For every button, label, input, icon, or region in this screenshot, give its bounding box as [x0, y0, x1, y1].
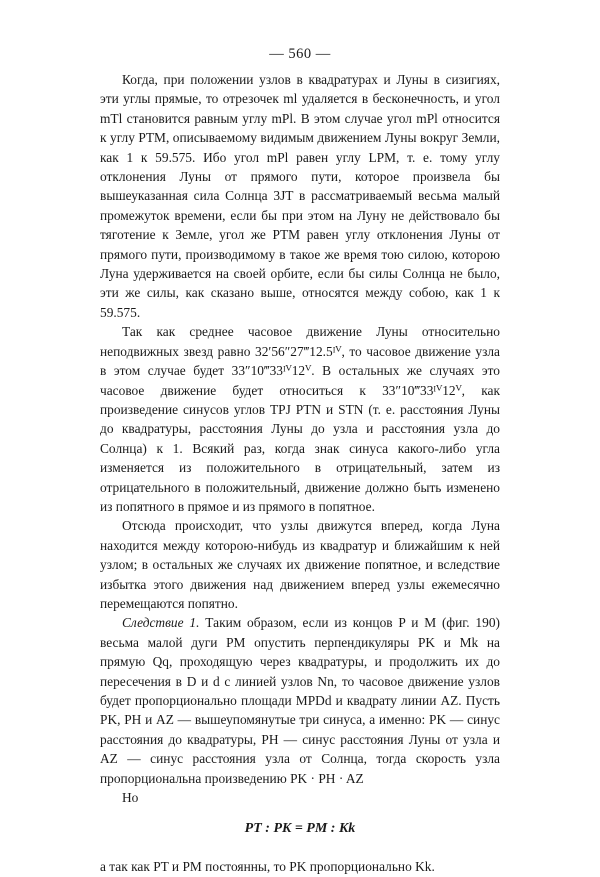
page-number: — 560 — — [269, 46, 331, 62]
paragraph-1: Когда, при положении узлов в квадратурах и Луны в сизигиях, эти углы прямые, то отрезочек ml удаляется в бесконечность, и угол mTl становится равным углу mPl. В этом случае угол mPl относится к углу PTM, описываемому видимым движением Луны вокруг Земли, как 1 к 59.575. Ибо угол mPl равен углу LPM, т. е. тому углу отклонения Луны от прямого пути, которое произвела бы вышеуказанная сила Солнца 3JT в рассматриваемый весьма малый промежуток времени, если бы при этом на Луну не действовало бы тяготение к Земле, угол же PTM равен углу отклонения Луны от прямого пути, производимому в такое же время тою силою, которою Луна удерживается на своей орбите, если бы силы Солнца не было, эти же силы, как сказано выше, относятся между собою, как 1 к 59.575. — [100, 72, 500, 320]
paragraph-corollary-1 — [100, 613, 500, 788]
page-body — [100, 70, 500, 877]
corollary-label: Следствие 1. — [122, 615, 200, 631]
paragraph-3: Отсюда происходит, что узлы движутся вперед, когда Луна находится между которою-нибудь из квадратур и ближайшим к ней узлом; в остальных же случаях их движение попятное, и вследствие избытка этого движения над движением вперед узлы ежемесячно перемещаются попятно. — [100, 518, 500, 611]
proportion-formula: PT : PK = PM : Kk — [244, 821, 356, 837]
paragraph-no: Но — [122, 790, 139, 806]
paragraph-last: а так как PT и PM постоянны, то PK пропорционально Kk. — [100, 859, 435, 875]
paragraph-2: Так как среднее часовое движение Луны относительно неподвижных звезд равно 32′56″27‴12.5ᴵⱽ, то часовое движение узла в этом случае будет 33″10‴33ᴵⱽ12ⱽ. В остальных же случаях это часовое движение будет относиться к 33″10‴33ᴵⱽ12ⱽ, как произведение синусов углов TPJ PTN и STN (т. е. расстояния Луны до квадратуры, расстояния Луны до узла и расстояния узла до Солнца) к 1. Всякий раз, когда знак синуса какого-либо угла изменяется из положительного в отрицательный, затем из отрицательного в положительный, движение должно быть изменено из попятного в прямое и из прямого в попятное. — [100, 324, 500, 514]
corollary-text: Таким образом, если из концов P и M (фиг. 190) весьма малой дуги PM опустить перпендикуляры PK и Mk на прямую Qq, проходящую через квадратуры, и продолжить их до пересечения в D и d с линией узлов Nn, то часовое движение узлов будет пропорционально площади MPDd и квадрату линии AZ. Пусть PK, PH и AZ — вышеупомянутые три синуса, а именно: PK — синус расстояния до квадратуры, PH — синус расстояния Луны от узла и AZ — синус расстояния узла от Солнца, тогда скорость узла пропорциональна произведению PK · PH · AZ — [100, 615, 500, 786]
